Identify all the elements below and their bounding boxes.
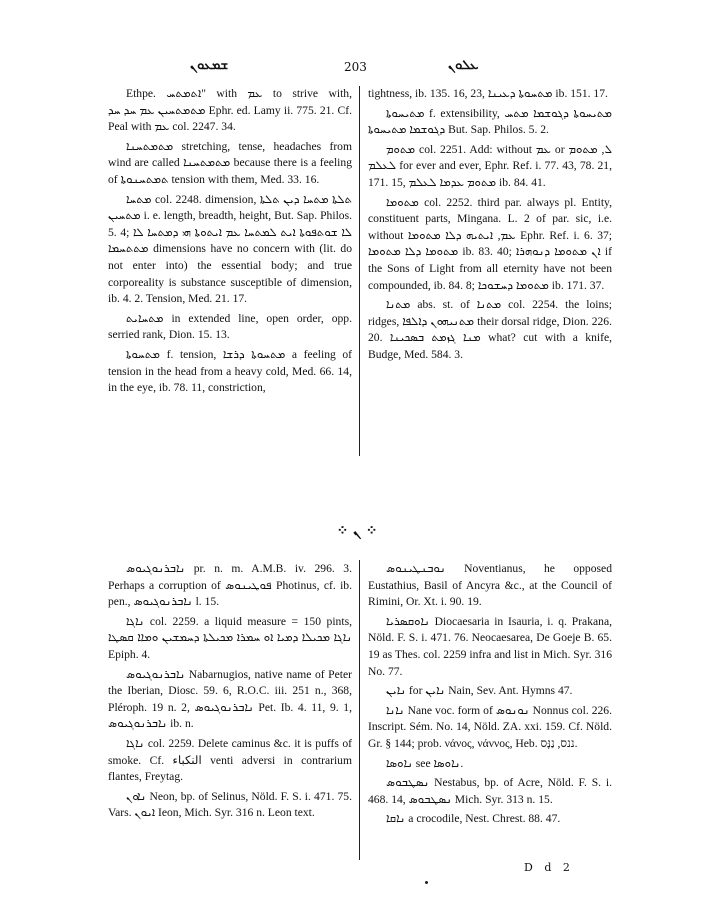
entry: ܢܐܒܪܢܘܓܝܘܣ pr. n. m. A.M.B. iv. 296. 3. Perhaps a corruption of ܦܘܛܝܢܘܣ Photinus, cf. ib. pen., ܢܐܒܪܢܘܓܝܘܣ l. 15. — [108, 562, 352, 609]
column-top-left — [108, 86, 352, 400]
entry: ܡܬܡܬܚܢܐ stretching, tense, headaches from wind are called ܡܬܡܬܚܢܐ because there is a feeling of ܬܡܬܚܢܘܬܐ tension with them, Med. 33. 16. — [108, 139, 352, 186]
column-bottom-right — [368, 561, 612, 831]
column-top-right — [368, 86, 612, 367]
letter-section-divider: ⁘ ܢ ⁘ — [336, 523, 378, 539]
entry: ܢܐܩܐ a crocodile, Nest. Chrest. 88. 47. — [386, 812, 561, 826]
page-number: 203 — [344, 60, 367, 74]
entry: ܢܐܘܢ Neon, bp. of Selinus, Nöld. F. S. i. 471. 75. Vars. ܐܝܘܢ Ieon, Mich. Syr. 316 n. Leon text. — [108, 789, 352, 820]
running-head-right: ܥܠܘܢ — [448, 58, 479, 73]
page-dot — [425, 881, 428, 884]
entry: tightness, ib. 135. 16, 23, ܡܬܚܘܬܐ ܕܥܝܢܐ ib. 151. 17. — [368, 87, 608, 100]
entry: ܡܬܝܚܘܬܐ f. extensibility, ܡܬܝܚܘܬܐ ܕܓܘܫܡܐ ܡܬܚ ܕܓܘܫܡܐ ܡܬܝܚܘܬܐ But. Sap. Philos. 5. 2. — [368, 106, 612, 137]
signature-mark: D d 2 — [524, 861, 574, 874]
entry: ܡܬܘܡܐ col. 2252. third par. always pl. Entity, constituent parts, Mingana. L. 2 of par. sic, i.e. without ܥܡ, ܐܝܬܝܗ ܕܠܐ ܡܬܘܡܐ Ephr. Ref. i. 6. 37; ܡܬܘܡܐ ܕܠܐ ܡܬܘܡܐ ib. 83. 40; ܐܢ ܡܬܘܡܐ ܕܢܘܗܪܐ if the Sons of Light from all eternity have not been compounded, ib. 84. 8; ܡܬܘܡܐ ܕܚܫܘܟܐ ib. 171. 37. — [368, 195, 613, 292]
entry: ܢܐܘܩܣܪܝܐ Diocaesaria in Isauria, i. q. Prakana, Nöld. F. S. i. 471. 76. Neocaesarea, De Goeje B. 65. 19 as Thes. col. 2259 infra and list in Mich. Syr. 316 No. 77. — [368, 614, 612, 678]
entry: ܢܐܒܪܢܘܓܝܘܣ Nabarnugios, native name of Peter the Iberian, Diosc. 59. 6, R.O.C. iii. 251 n., 368, Pléroph. 19 n. 2, ܢܐܒܪܢܘܓܝܘܣ Pet. Ib. 4. 11, 9. 1, ܢܐܒܪܢܘܓܝܘܣ ib. n. — [108, 667, 352, 731]
entry: Ethpe. ܐܬܡܬܚ" with ܥܡ to strive with, ܡܬܡܬܚܝܢ ܥܡ ܚܕ ܚܕ Ephr. ed. Lamy ii. 775. 21. Cf. Peal with ܥܡ col. 2247. 34. — [108, 87, 352, 134]
entry: ܢܐܓܐ col. 2259. Delete caminus &c. it is puffs of smoke. Cf. النكباء venti adversi in contrarium flantes, Freytag. — [108, 736, 352, 784]
column-rule-top — [359, 86, 360, 456]
column-bottom-left — [108, 561, 352, 825]
column-rule-bottom — [359, 560, 360, 860]
entry: ܡܬܢܐ abs. st. of ܡܬܢܐ col. 2254. the loins; ridges, ܡܬܢܝܗܘܢ ܕܐܠܦܐ their dorsal ridge, Dion. 226. 20. ܡܢܐ ܓܙܡܬ ܒܣܟܝܢܐ what? cut with a knife, Budge, Med. 584. 3. — [368, 298, 612, 361]
entry: ܢܣܛܒܘܣ Nestabus, bp. of Acre, Nöld. F. S. i. 468. 14, ܢܣܛܒܘܣ Mich. Syr. 313 n. 15. — [368, 776, 612, 806]
entry: ܢܐܝܢ for ܢܐܝܢ Nain, Sev. Ant. Hymns 47. — [386, 684, 573, 698]
entry: ܢܐܢܐ Nane voc. form of ܢܘܢܘܣ Nonnus col. 226. Inscript. Sém. No. 14, Nöld. ZA. xxi. 159. Cf. Nöld. Gr. § 144; prob. νάνος, νάννος, Heb. ננס, נַנָּס. — [368, 703, 612, 750]
entry: ܡܬܚܐ col. 2248. dimension, ܬܠܬܐ ܡܬܚܐ ܕܝܢ ܬܠܬܐ ܡܬܚܝܢ i. e. length, breadth, height, But. Sap. Philos. 5. 4; ܠܐ ܫܘܬܦܘܬܐ ܐܝܬ ܠܡܬܚܐ ܥܡ ܐܝܬܘܬܐ ܗܝ ܕܡܬܚܐ ܠܐ ܡܬܬܚܡܐ dimensions have no concern with (lit. do not enter into) the essential body; and true corporeality is substance susceptible of dimension, ib. 4. 2. Tension, Med. 21. 17. — [108, 192, 353, 306]
running-head-left: ܫܡܥܘܢ — [190, 58, 229, 73]
entry: ܡܬܘܡ col. 2251. Add: without ܥܡ or ܠ, ܡܬܘܡ ܠܥܠܡ for ever and ever, Ephr. Ref. i. 77. 43, 78. 21, 171. 15, ܡܬܘܡ ܥܕܡܐ ܠܥܠܡ ib. 84. 41. — [368, 142, 612, 189]
entry: ܡܬܚܘܬܐ f. tension, ܡܬܚܘܬܐ ܕܪܫܐ a feeling of tension in the head from a heavy cold, Med. 66. 14, in the eye, ib. 78. 11, constriction, — [108, 347, 353, 395]
entry: ܡܬܚܐܝܬ in extended line, open order, opp. serried rank, Dion. 15. 13. — [108, 311, 352, 342]
entry: ܢܐܘܣܐ see ܢܐܘܣܐ. — [386, 756, 464, 770]
entry: ܢܐܓܐ col. 2259. a liquid measure = 150 pints, ܢܐܓܐ ܡܟܝܠܐ ܕܡܝܐ ܐܘ ܚܡܪܐ ܡܟܝܠܬܐ ܕܚܡܫܝܢ ܘܡܐܐ ܩܣܛܐ Epiph. 4. — [108, 614, 352, 661]
entry: ܢܘܒܢܛܝܢܘܣ Noventianus, he opposed Eustathius, Basil of Ancyra &c., at the Council of Rimini, Or. Xt. i. 90. 19. — [368, 562, 612, 609]
